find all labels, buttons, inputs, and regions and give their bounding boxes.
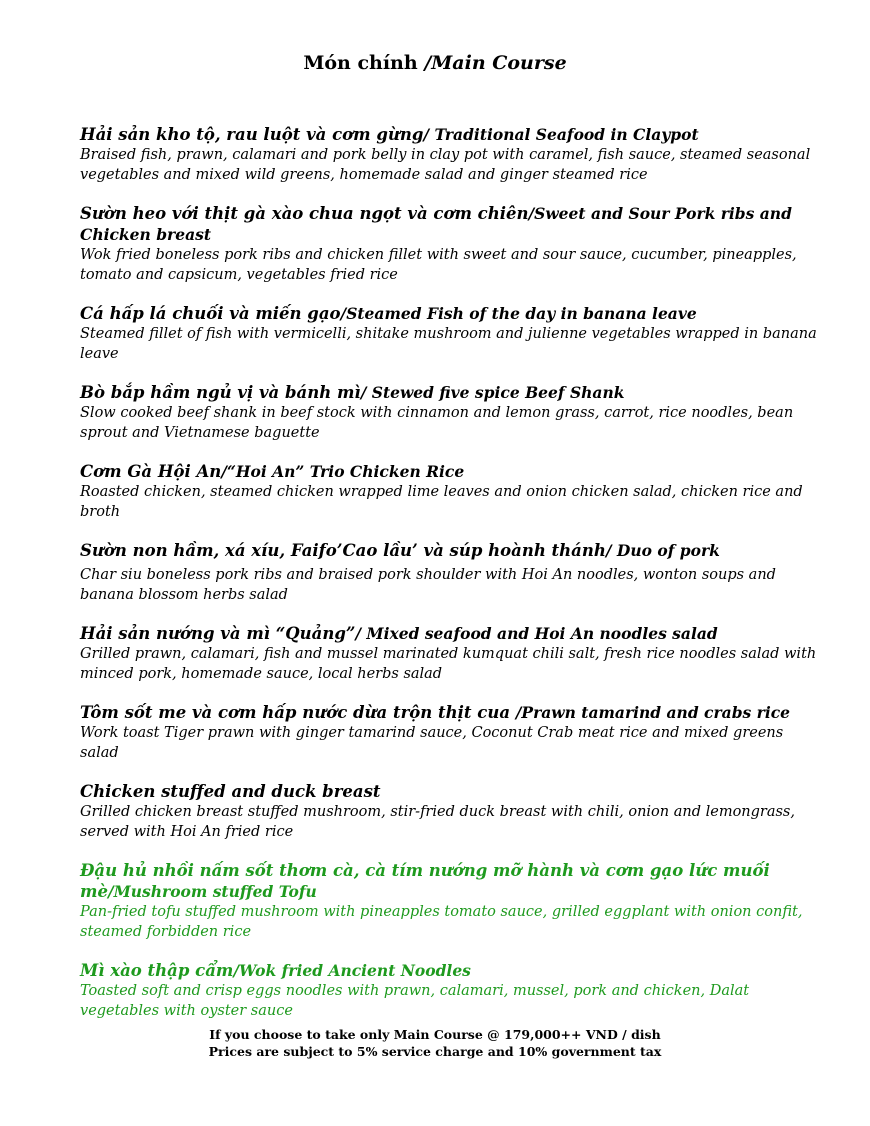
dish-description: Work toast Tiger prawn with ginger tamarind sauce, Coconut Crab meat rice and mixed greens salad — [80, 725, 784, 761]
dish-description: Braised fish, prawn, calamari and pork belly in clay pot with caramel, fish sauce, steamed seasonal vegetables and mixed wild greens, homemade salad and ginger steamed rice — [80, 147, 811, 183]
menu-item-vegetarian — [80, 860, 825, 942]
dish-name — [80, 124, 825, 145]
price-line: If you choose to take only Main Course @ 179,000++ VND / dish — [209, 1027, 661, 1042]
dish-name-en: / Stewed five spice Beef Shank — [360, 383, 625, 402]
dish-description: Pan-fried tofu stuffed mushroom with pineapples tomato sauce, grilled eggplant with onion confit, steamed forbidden rice — [80, 904, 803, 940]
dish-name-vi: Cơm Gà Hội An — [80, 462, 222, 481]
dish-name-en: / Mixed seafood and Hoi An noodles salad — [355, 624, 718, 643]
dish-name-en: /Mushroom stuffed Tofu — [107, 882, 317, 901]
dish-name-vi: Cá hấp lá chuối và miến gạo — [80, 304, 341, 323]
menu-item-vegetarian — [80, 960, 825, 1021]
dish-name — [80, 623, 825, 644]
dish-name-en: / Duo of pork — [605, 541, 720, 560]
title-vietnamese: Món chính — [303, 52, 418, 74]
dish-name-vi: Hải sản kho tộ, rau luột và cơm gừng — [80, 125, 424, 144]
dish-name-vi: Sườn heo với thịt gà xào chua ngọt và cơm chiên — [80, 204, 529, 223]
dish-description: Slow cooked beef shank in beef stock with cinnamon and lemon grass, carrot, rice noodles, bean sprout and Vietnamese baguette — [80, 405, 794, 441]
dish-description: Grilled prawn, calamari, fish and mussel marinated kumquat chili salt, fresh rice noodles salad with minced pork, homemade sauce, local herbs salad — [80, 646, 817, 682]
menu-item — [80, 540, 825, 605]
dish-description: Grilled chicken breast stuffed mushroom, stir-fried duck breast with chili, onion and lemongrass, served with Hoi An fried rice — [80, 804, 795, 840]
dish-description: Roasted chicken, steamed chicken wrapped lime leaves and onion chicken salad, chicken rice and broth — [80, 484, 803, 520]
dish-description: Char siu boneless pork ribs and braised pork shoulder with Hoi An noodles, wonton soups and banana blossom herbs salad — [80, 567, 776, 603]
dish-description: Wok fried boneless pork ribs and chicken fillet with sweet and sour sauce, cucumber, pineapples, tomato and capsicum, vegetables fried rice — [80, 247, 797, 283]
title-english: /Main Course — [424, 52, 567, 74]
dish-name-vi: Hải sản nướng và mì “Quảng” — [80, 624, 356, 643]
dish-name-en: /Steamed Fish of the day in banana leave — [340, 304, 697, 323]
tax-line: Prices are subject to 5% service charge and 10% government tax — [208, 1044, 662, 1059]
dish-description: Toasted soft and crisp eggs noodles with prawn, calamari, mussel, pork and chicken, Dalat vegetables with oyster sauce — [80, 983, 750, 1019]
menu-item — [80, 781, 825, 842]
dish-name — [80, 461, 825, 482]
dish-name — [80, 781, 825, 802]
menu-item — [80, 702, 825, 763]
menu-item — [80, 461, 825, 522]
dish-name-vi: Mì xào thập cẩm — [80, 961, 234, 980]
menu-list — [80, 124, 825, 1039]
dish-name — [80, 860, 825, 902]
dish-name-vi: Sườn non hầm, xá xíu, Faifo’Cao lầu’ và súp hoành thánh — [80, 541, 606, 560]
dish-name-vi: Tôm sốt me và cơm hấp nước dừa trộn thịt cua — [80, 703, 516, 722]
dish-name-en: / Traditional Seafood in Claypot — [423, 125, 699, 144]
pricing-note — [0, 1026, 870, 1060]
dish-name — [80, 382, 825, 403]
dish-name — [80, 203, 825, 245]
dish-name — [80, 540, 825, 561]
menu-item — [80, 124, 825, 185]
dish-name-vi: Chicken stuffed and duck breast — [80, 782, 381, 801]
dish-description: Steamed fillet of fish with vermicelli, shitake mushroom and julienne vegetables wrapped in banana leave — [80, 326, 817, 362]
menu-item — [80, 382, 825, 443]
menu-item — [80, 623, 825, 684]
dish-name-vi: Đậu hủ nhồi nấm sốt thơm cà, cà tím nướng mỡ hành và cơm gạo lức muối mè — [80, 861, 770, 901]
menu-item — [80, 303, 825, 364]
dish-name-en: /Prawn tamarind and crabs rice — [515, 703, 791, 722]
page-title — [0, 52, 870, 74]
dish-name-vi: Bò bắp hầm ngủ vị và bánh mì — [80, 383, 361, 402]
dish-name-en: /Wok fried Ancient Noodles — [233, 961, 471, 980]
dish-name — [80, 960, 825, 981]
dish-name — [80, 303, 825, 324]
dish-name-en: /Sweet and Sour Pork ribs and Chicken breast — [80, 204, 792, 244]
menu-item — [80, 203, 825, 285]
dish-name-en: /“Hoi An” Trio Chicken Rice — [221, 462, 465, 481]
dish-name — [80, 702, 825, 723]
